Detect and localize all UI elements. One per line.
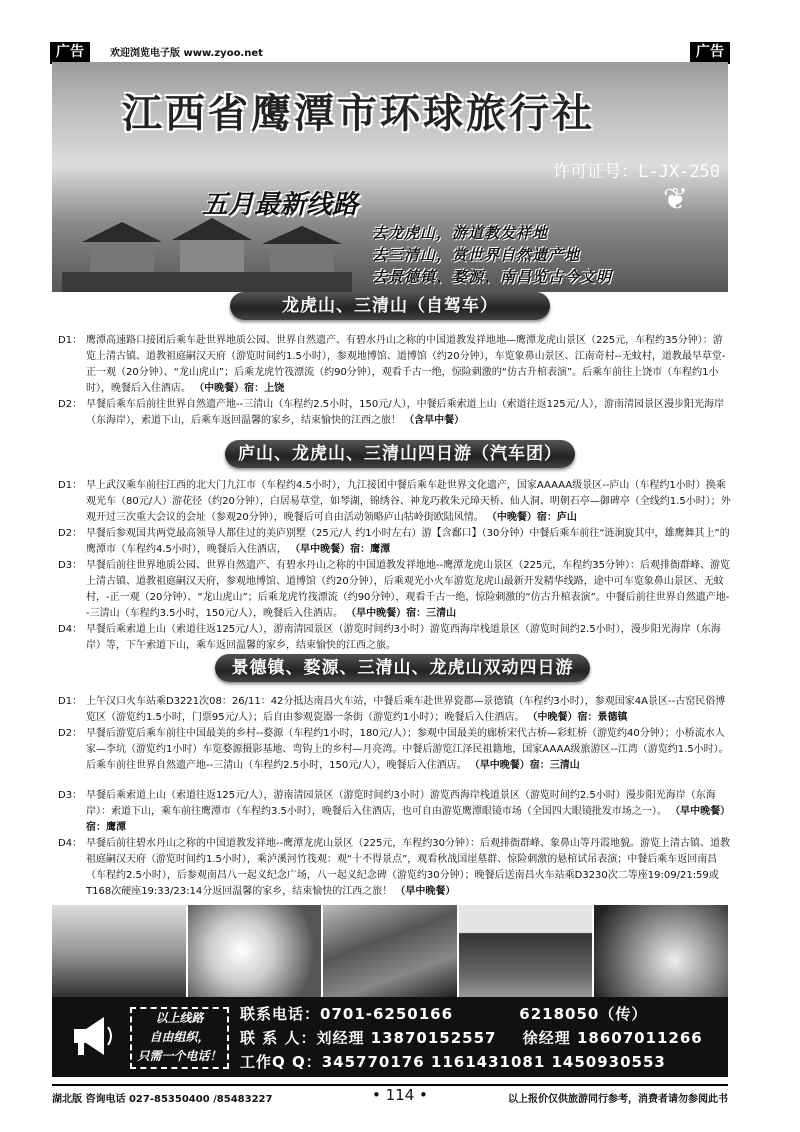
edition-hotline: 湖北版 咨询电话 027-85350400 /85483227: [52, 1094, 273, 1105]
slogan-1: 去龙虎山，游道教发祥地: [372, 224, 549, 242]
contact-person-2[interactable]: 徐经理 18607011266: [522, 1029, 703, 1047]
megaphone-icon: [66, 1011, 116, 1061]
village-illustration: [62, 212, 352, 292]
itinerary-day: D3： 早餐后乘索道上山（索道往返125元/人），游南清园景区（游览时间约3小时）游览西海岸栈道景区（游览时间约2.5小时）漫步阳光海岸（东海岸）：索道下山，乘车前往鹰潭市（车程约3.5小时），晚餐后入住酒店，也可自由游览鹰潭眼镜市场（全国四大眼镜批发市场之一）。 （早中晚餐）宿：鹰潭: [58, 790, 731, 833]
contact-person-1[interactable]: 刘经理 13870152557: [316, 1029, 497, 1047]
page-footer: [52, 1084, 728, 1108]
disclaimer: 以上报价仅供旅游同行参考，消费者请勿参阅此书: [508, 1094, 728, 1105]
hero-banner: [52, 62, 728, 292]
site-url[interactable]: 欢迎浏览电子版 www.zyoo.net: [110, 48, 263, 59]
itinerary-day: D1： 鹰潭高速路口接团后乘车赴世界地质公园、世界自然遗产、有碧水丹山之称的中国道教发祥地地—鹰潭龙虎山景区（225元，车程约35分钟）：游览上清古镇、道教祖庭嗣汉天府（游览时间约1.5小时），参观地博馆、道博馆（约20分钟），车览象鼻山景区、江南奇村--无蚊村，道教最早草堂-正一观（20分钟）、“龙山虎山”；后乘龙虎竹筏漂流（约90分钟），观看千古一绝，惊险刺激的“仿古升棺表演”。后乘车前往上饶市（车程约1小时），晚餐后入住酒店。 （中晚餐）宿：上饶: [58, 335, 726, 394]
butterfly-icon: ❦: [662, 182, 688, 217]
contact-person-row: 联 系 人：刘经理 13870152557 徐经理 18607011266: [240, 1029, 703, 1047]
itinerary-day: D2： 早餐后乘车后前往世界自然遗产地--三清山（车程约2.5小时，150元/人），中餐后乘索道上山（索道往返125元/人），游南清园景区漫步阳光海岸（东海岸），索道下山，后乘车返回温馨的家乡，结束愉快的江西之旅！ （含早中餐）: [58, 399, 725, 426]
mountain-photo: [52, 905, 186, 997]
itinerary-day: D1： 上午汉口火车站乘D3221次08：26/11：42分抵达南昌火车站，中餐后乘车赴世界瓷都—景德镇（车程约3小时），参观国家4A景区--古窑民俗博览区（游览约1.5小时，门票95元/人）；后自由参观瓷器一条街（游览约1小时）；晚餐后入住酒店。 （中晚餐）宿：景德镇: [58, 696, 726, 723]
temple-photo: [459, 905, 593, 997]
top-bar: [50, 42, 730, 64]
itinerary-day: D4： 早餐后乘索道上山（索道往返125元/人），游南清园景区（游览时间约3小时）游览西海岸栈道景区（游览时间约2.5小时），漫步阳光海岸（东海岸）等，下午索道下山，乘车返回温馨的家乡，结束愉快的江西之旅。: [58, 624, 721, 651]
section-2-heading: 庐山、龙虎山、三清山四日游（汽车团）: [225, 440, 575, 468]
agency-title: 江西省鹰潭市环球旅行社: [122, 90, 595, 137]
slogan-3: 去景德镇、婺源、南昌览古今文明: [372, 268, 613, 286]
qq-row: 工作Q Q：345770176 1161431081 1450930553: [240, 1053, 666, 1071]
qq-numbers[interactable]: 345770176 1161431081 1450930553: [321, 1053, 666, 1071]
phone-row: 联系电话：0701-6250166 6218050（传）: [240, 1005, 648, 1023]
itinerary-day: D3： 早餐后前往世界地质公园、世界自然遗产、有碧水丹山之称的中国道教发祥地地--鹰潭龙虎山景区（225元，车程约35分钟）：后观排衙群峰、游览上清古镇、道教祖庭嗣汉天府，参观地博馆、道博馆（约20分钟），后乘观光小火车游览龙虎山最新开发精华线路，途中可车览象鼻山景区、无蚊村，-正一观（20分钟）、“龙山虎山”；后乘龙虎竹筏漂流（约90分钟），观看千古一绝，惊险刺激的“仿古升棺表演”。中餐后前往世界自然遗产地--三清山（车程约3.5小时，150元/人），晚餐后入住酒店。 （早中晚餐）宿：三清山: [58, 560, 731, 619]
promo-subtitle: 五月最新线路: [202, 190, 359, 220]
page-number: • 114 •: [372, 1086, 428, 1104]
scenery-photo-strip: [52, 905, 728, 997]
fax-number[interactable]: 6218050（传）: [519, 1005, 648, 1023]
license-number: 许可证号：L-JX-250: [553, 162, 720, 182]
itinerary-day: D4： 早餐后前往碧水丹山之称的中国道教发祥地--鹰潭龙虎山景区（225元，车程约30分钟）：后观排衙群峰、象鼻山等丹霞地貌。游览上清古镇、道教祖庭嗣汉天府（游览时间约1.5小时），乘泸溪河竹筏观：观“十不得景点”，观看秋战国崖墓群、惊险刺激的悬棺试吊表演；中餐后乘车返回南昌（车程约2.5小时），后参观南昌八一起义纪念广场，八一起义纪念碑（游览约30分钟）；晚餐后送南昌火车站乘D3230次二等座19:09/21:59或T168次硬座19:33/23:14分返回温馨的家乡，结束愉快的江西之旅！ （早中晚餐）: [58, 838, 731, 897]
itinerary-day: D2： 早餐后参观国共两党最高领导人都住过的美庐别墅（25元/人 约1小时左右）游【含鄱口】（30分钟）中餐后乘车前往“涟涧旋其中，雄鹰舞其上”的鹰潭市（车程约4.5小时），晚餐后入住酒店， （早中晚餐）宿：鹰潭: [58, 528, 730, 555]
flower-photo: [188, 905, 322, 997]
free-organize-box: 以上线路 自由组织， 只需一个电话！: [130, 1007, 229, 1069]
ad-tag-left: 广告: [50, 42, 90, 62]
slogan-2: 去三清山，赏世界自然遗产地: [372, 246, 581, 264]
itinerary-day: D2： 早餐后游览后乘车前往中国最美的乡村--婺源（车程约1小时，180元/人）；参观中国最美的廊桥宋代古桥—彩虹桥（游览约40分钟）；小桥流水人家—李坑（游览约1小时）车览婺源摄影基地、弯钩上的乡村—月亮湾。中餐后游览江泽民祖籍地，国家AAAA级旅游区--江湾（游览约1.5小时）。后乘车前往世界自然遗产地--三清山（车程约2.5小时，150元/人），晚餐后入住酒店。 （早中晚餐）宿：三清山: [58, 728, 729, 771]
cliff-photo: [323, 905, 457, 997]
contact-bar: [52, 997, 728, 1077]
forest-photo: [594, 905, 728, 997]
itinerary-day: D1： 早上武汉乘车前往江西的北大门九江市（车程约4.5小时），九江接团中餐后乘车赴世界文化遗产，国家AAAAA级景区--庐山（车程约1小时）换乘观光车（80元/人）游花径（约20分钟），白居易草堂，如琴湖，锦绣谷、神龙巧救朱元璋天桥、仙人洞、明朝石亭—御碑亭（全线约1.5小时）；外观开过三次重大会议的会址（参观20分钟），晚餐后可自由活动领略庐山牯岭街欧陆风情。 （中晚餐）宿：庐山: [58, 480, 731, 523]
phone-number[interactable]: 0701-6250166: [320, 1005, 454, 1023]
ad-tag-right: 广告: [690, 42, 730, 62]
section-1-heading: 龙虎山、三清山（自驾车）: [230, 292, 550, 320]
section-3-heading: 景德镇、婺源、三清山、龙虎山双动四日游: [215, 654, 590, 682]
